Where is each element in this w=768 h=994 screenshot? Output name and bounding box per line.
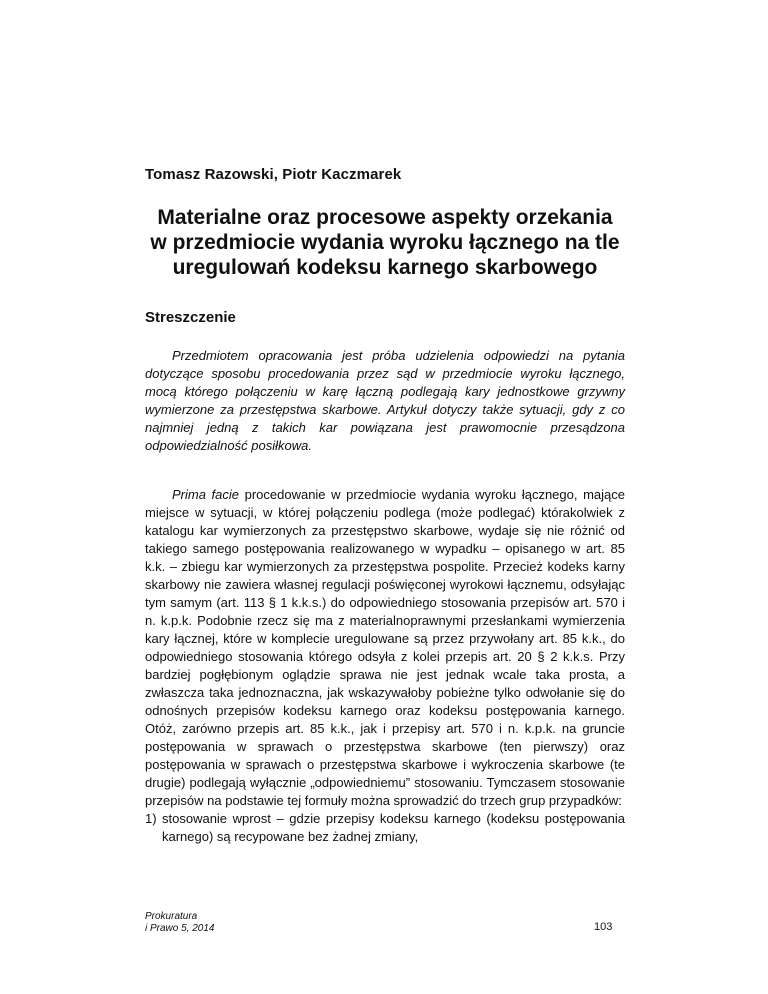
page-number: 103 — [594, 921, 613, 933]
title-line: uregulowań kodeksu karnego skarbowego — [172, 256, 598, 279]
list-text: stosowanie wprost – gdzie przepisy kodeksu karnego (kodeksu postępowania karnego) są recypowane bez żadnej zmiany, — [162, 811, 625, 844]
title-line: Materialne oraz procesowe aspekty orzekania — [157, 206, 613, 229]
body-paragraph — [145, 486, 625, 810]
article-title — [120, 205, 650, 280]
abstract-text — [145, 347, 625, 455]
abstract-heading: Streszczenie — [145, 309, 236, 326]
list-item — [145, 810, 625, 846]
main-text — [145, 486, 625, 846]
paragraph-text: procedowanie w przedmiocie wydania wyroku łącznego, mające miejsce w sytuacji, w której połączeniu podlega (może podlegać) którakolwiek z katalogu kar wymierzonych za przestępstwo skarbowe, wydaje się nie różnić od takiego samego postępowania realizowanego w wypadku – opisanego w art. 85 k.k. – zbiegu kar wymierzonych za przestępstwa pospolite. Przecież kodeks karny skarbowy nie zawiera własnej regulacji poświęconej wyrokowi łącznemu, odsyłając tym samym (art. 113 § 1 k.k.s.) do odpowiedniego stosowania przepisów art. 570 i n. k.p.k. Podobnie rzecz się ma z materialnoprawnymi przesłankami wymierzenia kary łącznej, które w komplecie uregulowane są przez przywołany art. 85 k.k., do odpowiedniego stosowania którego odsyła z kolei przepis art. 20 § 2 k.k.s. Przy bardziej pogłębionym oglądzie sprawa nie jest jednak wcale taka prosta, a zwłaszcza taka jednoznaczna, jak wskazywałoby pobieżne tylko odwołanie się do odnośnych przepisów kodeksu karnego oraz kodeksu postępowania karnego. Otóż, zarówno przepis art. 85 k.k., jak i przepisy art. 570 i n. k.p.k. na gruncie postępowania w sprawach o przestępstwa skarbowe (ten pierwszy) oraz postępowania w sprawach o przestępstwa skarbowe i wykroczenia skarbowe (te drugie) podlegają wyłącznie „odpowiedniemu” stosowaniu. Tymczasem stosowanie przepisów na podstawie tej formuły można sprowadzić do trzech grup przypadków: — [145, 487, 625, 808]
abstract-paragraph: Przedmiotem opracowania jest próba udzielenia odpowiedzi na pytania dotyczące sposobu procedowania przez sąd w przedmiocie wyroku łącznego, mocą którego połączeniu w karę łączną podlegają kary jednostkowe grzywny wymierzone za przestępstwa skarbowe. Artykuł dotyczy także sytuacji, gdy z co najmniej jedną z takich kar powiązana jest prawomocnie przesądzona odpowiedzialność posiłkowa. — [145, 348, 625, 453]
journal-issue: i Prawo 5, 2014 — [145, 923, 215, 934]
lead-italic: Prima facie — [172, 487, 239, 502]
authors: Tomasz Razowski, Piotr Kaczmarek — [145, 166, 402, 183]
title-line: w przedmiocie wydania wyroku łącznego na tle — [150, 231, 620, 254]
list-number: 1) — [145, 811, 157, 826]
journal-name: Prokuratura — [145, 911, 198, 922]
journal-info — [145, 911, 215, 935]
